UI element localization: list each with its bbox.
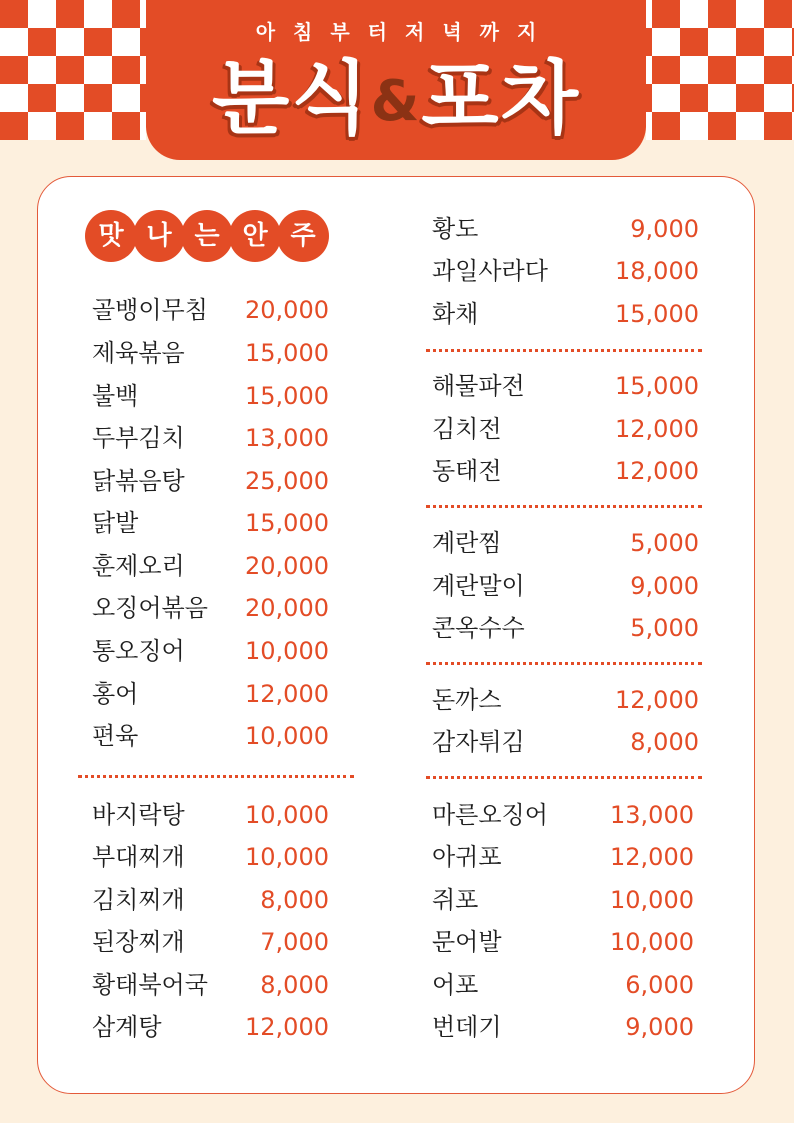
menu-item xyxy=(432,409,699,449)
item-price: 12,000 xyxy=(615,686,699,714)
item-name: 문어발 xyxy=(432,928,502,956)
item-name: 쥐포 xyxy=(432,886,479,914)
header-subtitle: 아침부터저녁까지 xyxy=(255,20,555,44)
item-name: 어포 xyxy=(432,971,479,999)
item-price: 9,000 xyxy=(630,572,699,600)
badge-char: 맛 xyxy=(85,210,137,262)
item-price: 15,000 xyxy=(245,382,329,410)
menu-item xyxy=(92,837,329,877)
item-name: 과일사라다 xyxy=(432,257,548,285)
menu-item xyxy=(92,631,329,671)
menu-item xyxy=(92,333,329,373)
item-price: 9,000 xyxy=(630,215,699,243)
menu-item xyxy=(92,1007,329,1047)
header-title-panel xyxy=(146,0,646,160)
badge-char: 주 xyxy=(277,210,329,262)
item-price: 12,000 xyxy=(245,680,329,708)
item-name: 오징어볶음 xyxy=(92,594,208,622)
item-price: 13,000 xyxy=(610,801,694,829)
item-name: 골뱅이무침 xyxy=(92,296,208,324)
item-name: 훈제오리 xyxy=(92,552,185,580)
item-name: 두부김치 xyxy=(92,424,185,452)
item-name: 계란말이 xyxy=(432,572,525,600)
checker-pattern-right xyxy=(646,0,794,140)
item-price: 12,000 xyxy=(615,457,699,485)
menu-item xyxy=(92,461,329,501)
item-name: 김치찌개 xyxy=(92,886,185,914)
checker-pattern-left xyxy=(0,0,146,140)
menu-item xyxy=(92,376,329,416)
item-name: 삼계탕 xyxy=(92,1013,162,1041)
item-price: 5,000 xyxy=(630,614,699,642)
menu-item xyxy=(432,566,699,606)
item-name: 편육 xyxy=(92,722,139,750)
item-price: 20,000 xyxy=(245,594,329,622)
menu-item xyxy=(432,608,699,648)
item-price: 20,000 xyxy=(245,296,329,324)
item-price: 8,000 xyxy=(260,971,329,999)
item-price: 12,000 xyxy=(245,1013,329,1041)
item-name: 해물파전 xyxy=(432,372,525,400)
item-price: 10,000 xyxy=(245,843,329,871)
dotted-divider xyxy=(426,662,702,665)
badge-char: 는 xyxy=(181,210,233,262)
menu-item xyxy=(432,366,699,406)
item-name: 아귀포 xyxy=(432,843,502,871)
item-name: 바지락탕 xyxy=(92,801,185,829)
menu-item xyxy=(92,674,329,714)
menu-item xyxy=(432,880,694,920)
header-banner xyxy=(0,0,794,160)
menu-item xyxy=(92,503,329,543)
menu-item xyxy=(92,922,329,962)
item-price: 10,000 xyxy=(245,722,329,750)
item-price: 15,000 xyxy=(615,372,699,400)
menu-item xyxy=(432,1007,694,1047)
item-name: 닭발 xyxy=(92,509,139,537)
menu-item xyxy=(432,209,699,249)
item-name: 마른오징어 xyxy=(432,801,548,829)
menu-item xyxy=(432,965,694,1005)
menu-item xyxy=(92,880,329,920)
menu-item xyxy=(432,922,694,962)
item-name: 동태전 xyxy=(432,457,502,485)
item-price: 10,000 xyxy=(610,886,694,914)
item-name: 돈까스 xyxy=(432,686,502,714)
menu-item xyxy=(432,451,699,491)
item-price: 5,000 xyxy=(630,529,699,557)
menu-item xyxy=(432,523,699,563)
menu-item xyxy=(432,722,699,762)
item-price: 9,000 xyxy=(625,1013,694,1041)
badge-char: 안 xyxy=(229,210,281,262)
dotted-divider xyxy=(78,775,354,778)
item-price: 15,000 xyxy=(245,339,329,367)
menu-item xyxy=(92,588,329,628)
title-left: 분식 xyxy=(212,52,371,145)
item-name: 황태북어국 xyxy=(92,971,208,999)
item-name: 홍어 xyxy=(92,680,139,708)
item-price: 13,000 xyxy=(245,424,329,452)
item-price: 15,000 xyxy=(245,509,329,537)
dotted-divider xyxy=(426,349,702,352)
menu-item xyxy=(432,251,699,291)
item-name: 제육볶음 xyxy=(92,339,185,367)
title-right: 포차 xyxy=(421,52,580,145)
menu-item xyxy=(432,294,699,334)
menu-item xyxy=(432,680,699,720)
header-title xyxy=(146,52,646,149)
item-price: 10,000 xyxy=(610,928,694,956)
menu-item xyxy=(92,546,329,586)
menu-item xyxy=(432,795,694,835)
title-ampersand: & xyxy=(370,69,422,134)
item-name: 번데기 xyxy=(432,1013,502,1041)
item-name: 닭볶음탕 xyxy=(92,467,185,495)
item-price: 25,000 xyxy=(245,467,329,495)
dotted-divider xyxy=(426,776,702,779)
item-price: 8,000 xyxy=(260,886,329,914)
item-name: 된장찌개 xyxy=(92,928,185,956)
item-name: 김치전 xyxy=(432,415,502,443)
item-price: 10,000 xyxy=(245,801,329,829)
item-price: 18,000 xyxy=(615,257,699,285)
item-name: 통오징어 xyxy=(92,637,185,665)
item-name: 화채 xyxy=(432,300,479,328)
item-price: 15,000 xyxy=(615,300,699,328)
badge-char: 나 xyxy=(133,210,185,262)
menu-item xyxy=(92,795,329,835)
item-price: 12,000 xyxy=(615,415,699,443)
menu-item xyxy=(432,837,694,877)
menu-item xyxy=(92,418,329,458)
menu-item xyxy=(92,290,329,330)
item-price: 12,000 xyxy=(610,843,694,871)
item-name: 감자튀김 xyxy=(432,728,525,756)
item-price: 7,000 xyxy=(260,928,329,956)
dotted-divider xyxy=(426,505,702,508)
item-name: 콘옥수수 xyxy=(432,614,525,642)
item-name: 황도 xyxy=(432,215,479,243)
item-name: 불백 xyxy=(92,382,139,410)
item-price: 20,000 xyxy=(245,552,329,580)
item-price: 8,000 xyxy=(630,728,699,756)
item-name: 부대찌개 xyxy=(92,843,185,871)
menu-item xyxy=(92,965,329,1005)
item-name: 계란찜 xyxy=(432,529,502,557)
item-price: 10,000 xyxy=(245,637,329,665)
menu-item xyxy=(92,716,329,756)
item-price: 6,000 xyxy=(625,971,694,999)
